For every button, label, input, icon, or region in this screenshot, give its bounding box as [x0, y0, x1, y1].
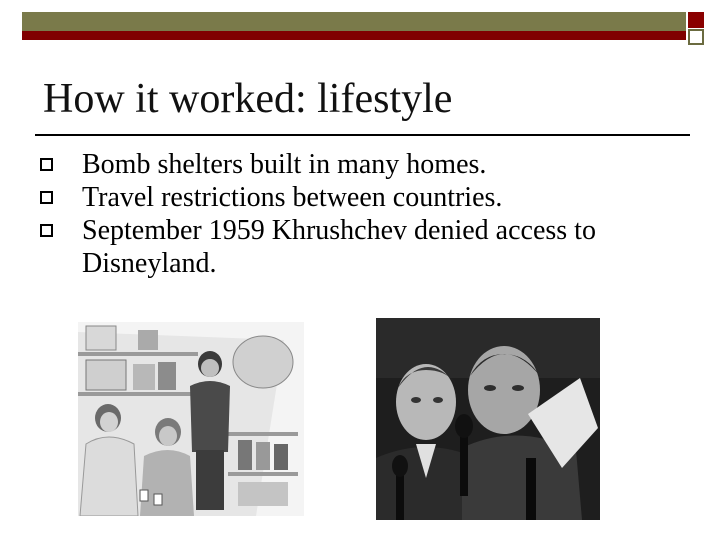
hearing-photo [376, 318, 600, 520]
top-decorative-bar [22, 12, 686, 40]
hollow-square-bullet-icon [40, 158, 53, 171]
title-underline-rule [35, 134, 690, 136]
corner-outline-square [688, 29, 704, 45]
bullet-text: Travel restrictions between countries. [82, 182, 503, 213]
bomb-shelter-photo [78, 322, 304, 516]
bullet-item [40, 181, 680, 214]
corner-red-square [688, 12, 704, 28]
corner-decoration [688, 12, 708, 40]
bullet-text: September 1959 Khrushchev denied access to Disneyland. [82, 215, 596, 279]
bullet-item [40, 214, 680, 280]
slide-title: How it worked: lifestyle [43, 76, 453, 122]
top-bar-maroon-band [22, 31, 686, 40]
top-bar-olive-band [22, 12, 686, 31]
hollow-square-bullet-icon [40, 191, 53, 204]
bullet-item [40, 148, 680, 181]
bullet-text: Bomb shelters built in many homes. [82, 149, 487, 180]
bullet-list [40, 148, 680, 280]
hollow-square-bullet-icon [40, 224, 53, 237]
